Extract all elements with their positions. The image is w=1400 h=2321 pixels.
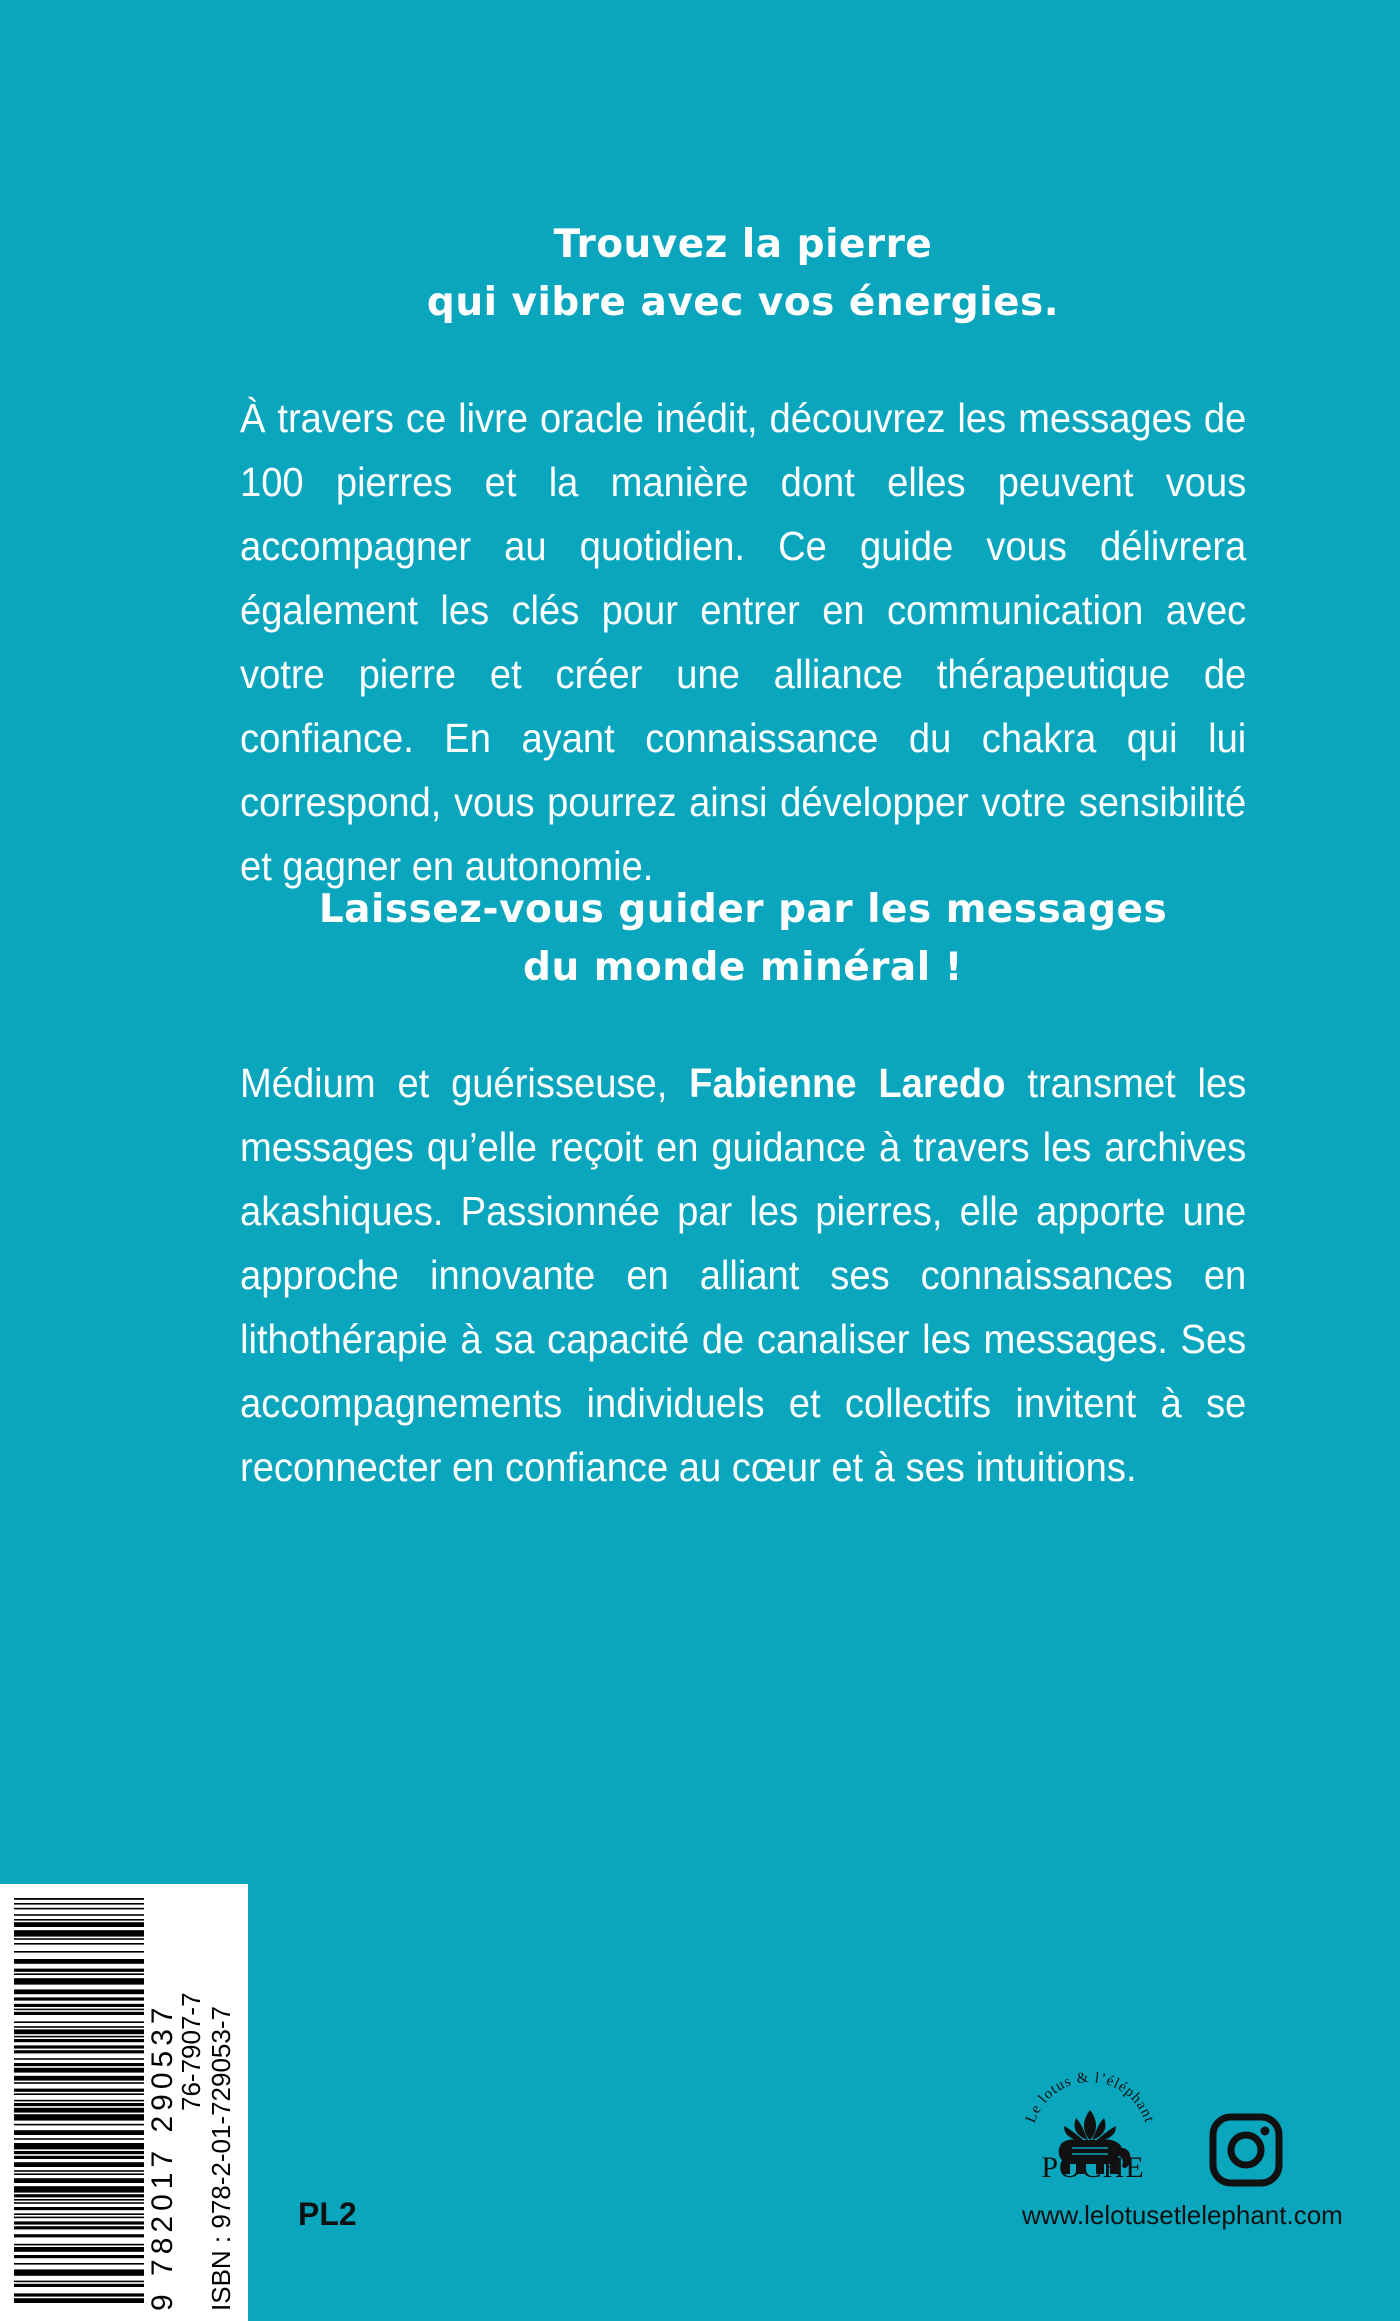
barcode-bar: [14, 2199, 144, 2201]
collection-label: POCHE: [1041, 2151, 1145, 2184]
cta-line-2: du monde minéral !: [523, 945, 963, 990]
barcode-bar: [14, 2194, 144, 2197]
barcode-panel: [0, 1884, 248, 2321]
barcode-bar: [14, 2063, 144, 2066]
barcode-bar: [14, 2103, 144, 2106]
barcode-bar: [14, 1903, 144, 1905]
barcode-bar: [14, 2186, 144, 2192]
barcode-bar: [14, 2221, 144, 2224]
barcode-bar: [14, 2281, 144, 2283]
barcode-bar: [14, 2009, 144, 2011]
barcode-bar: [14, 1943, 144, 1945]
barcode-bar: [14, 2247, 144, 2252]
barcode-bar: [14, 2093, 144, 2095]
barcode-digits: 9 782017 290537: [146, 2002, 179, 2311]
barcode-bar: [14, 2162, 144, 2167]
barcode-bar: [14, 2269, 144, 2275]
barcode-bar: [14, 1997, 144, 2000]
barcode-bar: [14, 2004, 144, 2007]
bio-text: transmet les messages qu’elle reçoit en guidance à travers les archives akashiques. Passionnée par les pierres, elle apporte une approche innovante en alliant ses connaissances en lithothérapie à sa capacité de canaliser les messages. Ses accompagnements individuels et collectifs invitent à se reconnecter en confiance au cœur et à ses intuitions.: [240, 1060, 1247, 1490]
author-bio: [240, 1051, 1246, 1499]
tagline-line-1: Trouvez la pierre: [553, 222, 933, 267]
barcode-bar: [14, 2151, 144, 2154]
barcode-bar: [14, 2156, 144, 2159]
author-name: Fabienne Laredo: [689, 1060, 1006, 1106]
barcode-bar: [14, 2068, 144, 2073]
barcode-bar: [14, 2039, 144, 2042]
barcode-bar: [14, 2213, 144, 2215]
barcode-bar: [14, 2138, 144, 2140]
barcode-bar: [14, 1978, 144, 1984]
barcode-bar: [14, 1973, 144, 1975]
tagline-line-2: qui vibre avec vos énergies.: [426, 280, 1060, 325]
internal-code: 76-7907-7: [176, 1992, 206, 2111]
barcode-bar: [14, 2114, 144, 2120]
barcode-bar: [14, 2045, 144, 2048]
barcode-bar: [14, 1914, 144, 1916]
cta-line-1: Laissez-vous guider par les messages: [318, 887, 1168, 932]
tagline-heading: [240, 216, 1246, 332]
barcode-bar: [14, 2173, 144, 2175]
barcode-bar: [14, 2293, 144, 2296]
barcode-bar: [14, 2058, 144, 2060]
barcode-bar: [14, 2178, 144, 2183]
barcode-bar: [14, 2143, 144, 2149]
barcode-bar: [14, 2089, 144, 2092]
barcode-bar: [14, 1898, 144, 1900]
barcode-bar: [14, 2298, 144, 2303]
barcode-bar: [14, 1930, 144, 1936]
bio-intro: Médium et guérisseuse,: [240, 1060, 690, 1106]
barcode-bar: [14, 2124, 144, 2126]
isbn-number: ISBN : 978-2-01-729053-7: [206, 2006, 236, 2311]
instagram-icon[interactable]: [1208, 2112, 1284, 2188]
barcode-bar: [14, 1922, 144, 1927]
barcode-bar: [14, 2244, 144, 2246]
barcode-bar: [14, 2226, 144, 2229]
publisher-arc-text: Le lotus & l’éléphant: [1022, 2069, 1158, 2126]
barcode-bar: [14, 2170, 144, 2172]
barcode-bar: [14, 2100, 144, 2102]
barcode-bar: [14, 2050, 144, 2053]
barcode-bars: [14, 1898, 144, 2303]
barcode-bar: [14, 2026, 144, 2028]
barcode-bar: [14, 2082, 144, 2084]
barcode-bar: [14, 2263, 144, 2265]
call-to-action-heading: [240, 881, 1246, 997]
barcode-bar: [14, 2255, 144, 2258]
barcode-bar: [14, 2217, 144, 2219]
barcode-bar: [14, 1938, 144, 1940]
barcode-bar: [14, 1919, 144, 1921]
barcode-bar: [14, 2234, 144, 2237]
barcode-bar: [14, 2108, 144, 2113]
barcode-bar: [14, 1951, 144, 1953]
barcode-bar: [14, 2036, 144, 2038]
barcode-bar: [14, 2029, 144, 2034]
barcode-bar: [14, 2207, 144, 2210]
barcode-bar: [14, 2021, 144, 2023]
barcode-bar: [14, 2202, 144, 2204]
barcode-bar: [14, 2076, 144, 2081]
publisher-website-link[interactable]: www.lelotusetlelephant.com: [1022, 2200, 1343, 2230]
barcode-bar: [14, 1908, 144, 1910]
barcode-bar: [14, 2130, 144, 2135]
book-description: À travers ce livre oracle inédit, découvrez les messages de 100 pierres et la manière dont elles peuvent vous accompagner au quotidien. Ce guide vous délivrera également les clés pour entrer en communication avec votre pierre et créer une alliance thérapeutique de confiance. En ayant connaissance du chakra qui lui correspond, vous pourrez ainsi développer votre sensibilité et gagner en autonomie.: [240, 395, 1247, 889]
price-code: PL2: [298, 2196, 357, 2232]
barcode-bar: [14, 1959, 144, 1964]
barcode-bar: [14, 1989, 144, 1994]
barcode-bar: [14, 1969, 144, 1972]
barcode-bar: [14, 2012, 144, 2015]
barcode-bar: [14, 2284, 144, 2287]
